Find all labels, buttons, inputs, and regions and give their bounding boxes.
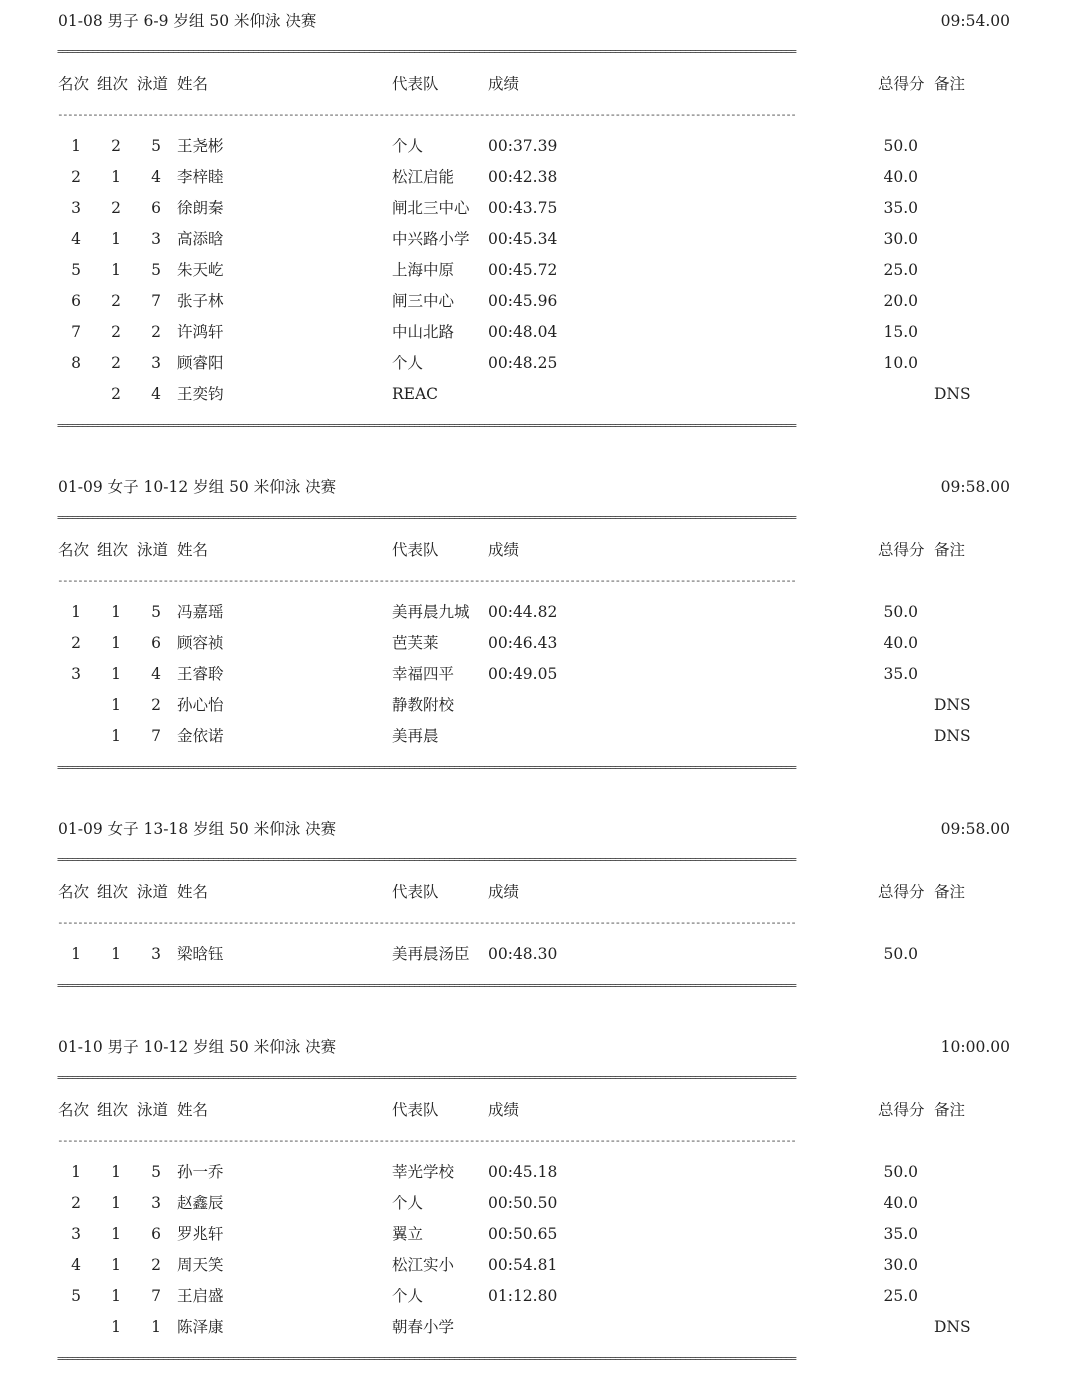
- points-cell: 50.0: [883, 945, 918, 963]
- heat-cell: 2: [111, 292, 121, 310]
- team-name: REAC: [392, 385, 439, 403]
- event-time: 09:58.00: [940, 478, 1010, 496]
- points-cell: 40.0: [883, 1194, 918, 1212]
- single-rule: ---------------------------------------------------------------------------------------------------------------------------------------------------: [57, 109, 796, 120]
- points-cell: 35.0: [883, 1225, 918, 1243]
- swimmer-name: 孙心怡: [177, 696, 224, 714]
- swimmer-name: 金依诺: [177, 727, 224, 745]
- heat-cell: 1: [111, 696, 121, 714]
- result-time: 00:45.96: [488, 292, 558, 310]
- column-header-name: 姓名: [177, 883, 209, 901]
- heat-cell: 1: [111, 1163, 121, 1181]
- points-cell: 25.0: [883, 1287, 918, 1305]
- lane-cell: 2: [151, 1256, 161, 1274]
- column-header-lane: 泳道: [137, 75, 169, 93]
- double-rule: ===================================================================================================================================================: [57, 1353, 796, 1364]
- result-time: 00:45.18: [488, 1163, 558, 1181]
- column-header-remark: 备注: [934, 1101, 966, 1119]
- column-header-name: 姓名: [177, 1101, 209, 1119]
- event-time: 09:58.00: [940, 820, 1010, 838]
- remark-cell: DNS: [934, 727, 971, 745]
- rank-cell: 4: [71, 1256, 81, 1274]
- team-name: 幸福四平: [392, 665, 455, 683]
- points-cell: 35.0: [883, 665, 918, 683]
- rank-cell: 5: [71, 1287, 81, 1305]
- heat-cell: 1: [111, 1287, 121, 1305]
- column-header-name: 姓名: [177, 75, 209, 93]
- column-header-team: 代表队: [392, 1101, 439, 1119]
- result-time: 00:45.72: [488, 261, 558, 279]
- lane-cell: 6: [151, 634, 161, 652]
- heat-cell: 1: [111, 1225, 121, 1243]
- team-name: 美再晨九城: [392, 603, 470, 621]
- heat-cell: 1: [111, 665, 121, 683]
- column-header-result: 成绩: [488, 541, 520, 559]
- team-name: 闸北三中心: [392, 199, 470, 217]
- rank-cell: 2: [71, 634, 81, 652]
- swimmer-name: 王尧彬: [177, 137, 224, 155]
- lane-cell: 7: [151, 1287, 161, 1305]
- lane-cell: 3: [151, 230, 161, 248]
- double-rule: ===================================================================================================================================================: [57, 854, 796, 865]
- column-header-heat: 组次: [97, 541, 129, 559]
- team-name: 松江实小: [392, 1256, 455, 1274]
- heat-cell: 1: [111, 634, 121, 652]
- team-name: 个人: [392, 1194, 424, 1212]
- result-time: 00:49.05: [488, 665, 558, 683]
- lane-cell: 4: [151, 168, 161, 186]
- column-header-team: 代表队: [392, 75, 439, 93]
- column-header-points: 总得分: [878, 883, 925, 901]
- column-header-name: 姓名: [177, 541, 209, 559]
- swimmer-name: 赵鑫辰: [177, 1194, 224, 1212]
- double-rule: ===================================================================================================================================================: [57, 980, 796, 991]
- double-rule: ===================================================================================================================================================: [57, 46, 796, 57]
- column-header-lane: 泳道: [137, 883, 169, 901]
- rank-cell: 1: [71, 603, 81, 621]
- heat-cell: 1: [111, 1318, 121, 1336]
- result-time: 00:48.25: [488, 354, 558, 372]
- heat-cell: 1: [111, 945, 121, 963]
- rank-cell: 1: [71, 945, 81, 963]
- swimmer-name: 许鸿轩: [177, 323, 224, 341]
- heat-cell: 1: [111, 727, 121, 745]
- lane-cell: 2: [151, 323, 161, 341]
- lane-cell: 3: [151, 945, 161, 963]
- lane-cell: 1: [151, 1318, 161, 1336]
- swimmer-name: 朱天屹: [177, 261, 224, 279]
- team-name: 朝春小学: [392, 1318, 455, 1336]
- column-header-heat: 组次: [97, 883, 129, 901]
- heat-cell: 2: [111, 323, 121, 341]
- swimmer-name: 高添晗: [177, 230, 224, 248]
- lane-cell: 6: [151, 199, 161, 217]
- points-cell: 25.0: [883, 261, 918, 279]
- team-name: 松江启能: [392, 168, 455, 186]
- column-header-rank: 名次: [58, 883, 90, 901]
- single-rule: ---------------------------------------------------------------------------------------------------------------------------------------------------: [57, 1135, 796, 1146]
- rank-cell: 4: [71, 230, 81, 248]
- swimmer-name: 李梓睦: [177, 168, 224, 186]
- swimmer-name: 王启盛: [177, 1287, 224, 1305]
- lane-cell: 6: [151, 1225, 161, 1243]
- points-cell: 50.0: [883, 603, 918, 621]
- rank-cell: 1: [71, 137, 81, 155]
- swimmer-name: 梁晗钰: [177, 945, 224, 963]
- lane-cell: 5: [151, 1163, 161, 1181]
- team-name: 个人: [392, 354, 424, 372]
- result-time: 00:37.39: [488, 137, 558, 155]
- swimmer-name: 顾容祯: [177, 634, 224, 652]
- heat-cell: 2: [111, 385, 121, 403]
- rank-cell: 1: [71, 1163, 81, 1181]
- heat-cell: 1: [111, 1194, 121, 1212]
- remark-cell: DNS: [934, 385, 971, 403]
- points-cell: 30.0: [883, 230, 918, 248]
- team-name: 上海中原: [392, 261, 455, 279]
- heat-cell: 1: [111, 261, 121, 279]
- column-header-points: 总得分: [878, 75, 925, 93]
- column-header-result: 成绩: [488, 883, 520, 901]
- double-rule: ===================================================================================================================================================: [57, 420, 796, 431]
- double-rule: ===================================================================================================================================================: [57, 1072, 796, 1083]
- double-rule: ===================================================================================================================================================: [57, 762, 796, 773]
- points-cell: 35.0: [883, 199, 918, 217]
- swimmer-name: 罗兆轩: [177, 1225, 224, 1243]
- event-time: 09:54.00: [940, 12, 1010, 30]
- heat-cell: 2: [111, 137, 121, 155]
- event-title: 01-08 男子 6-9 岁组 50 米仰泳 决赛: [58, 12, 317, 30]
- single-rule: ---------------------------------------------------------------------------------------------------------------------------------------------------: [57, 917, 796, 928]
- column-header-rank: 名次: [58, 75, 90, 93]
- rank-cell: 3: [71, 665, 81, 683]
- remark-cell: DNS: [934, 1318, 971, 1336]
- heat-cell: 1: [111, 603, 121, 621]
- column-header-remark: 备注: [934, 883, 966, 901]
- result-time: 00:54.81: [488, 1256, 558, 1274]
- lane-cell: 3: [151, 354, 161, 372]
- lane-cell: 5: [151, 603, 161, 621]
- result-time: 00:48.30: [488, 945, 558, 963]
- remark-cell: DNS: [934, 696, 971, 714]
- swimmer-name: 孙一乔: [177, 1163, 224, 1181]
- rank-cell: 2: [71, 168, 81, 186]
- team-name: 中兴路小学: [392, 230, 470, 248]
- column-header-lane: 泳道: [137, 1101, 169, 1119]
- event-title: 01-09 女子 13-18 岁组 50 米仰泳 决赛: [58, 820, 337, 838]
- column-header-rank: 名次: [58, 541, 90, 559]
- team-name: 翼立: [392, 1225, 424, 1243]
- team-name: 美再晨: [392, 727, 439, 745]
- points-cell: 50.0: [883, 1163, 918, 1181]
- event-title: 01-10 男子 10-12 岁组 50 米仰泳 决赛: [58, 1038, 337, 1056]
- event-title: 01-09 女子 10-12 岁组 50 米仰泳 决赛: [58, 478, 337, 496]
- team-name: 美再晨汤臣: [392, 945, 470, 963]
- points-cell: 40.0: [883, 168, 918, 186]
- column-header-remark: 备注: [934, 541, 966, 559]
- lane-cell: 4: [151, 385, 161, 403]
- heat-cell: 1: [111, 230, 121, 248]
- swimmer-name: 周天笑: [177, 1256, 224, 1274]
- lane-cell: 3: [151, 1194, 161, 1212]
- single-rule: ---------------------------------------------------------------------------------------------------------------------------------------------------: [57, 575, 796, 586]
- lane-cell: 5: [151, 137, 161, 155]
- team-name: 莘光学校: [392, 1163, 455, 1181]
- column-header-result: 成绩: [488, 75, 520, 93]
- result-time: 00:44.82: [488, 603, 558, 621]
- column-header-lane: 泳道: [137, 541, 169, 559]
- points-cell: 15.0: [883, 323, 918, 341]
- rank-cell: 7: [71, 323, 81, 341]
- swimmer-name: 陈泽康: [177, 1318, 224, 1336]
- column-header-remark: 备注: [934, 75, 966, 93]
- lane-cell: 5: [151, 261, 161, 279]
- column-header-team: 代表队: [392, 883, 439, 901]
- team-name: 闸三中心: [392, 292, 455, 310]
- rank-cell: 8: [71, 354, 81, 372]
- swimmer-name: 顾睿阳: [177, 354, 224, 372]
- lane-cell: 4: [151, 665, 161, 683]
- result-time: 00:46.43: [488, 634, 558, 652]
- rank-cell: 2: [71, 1194, 81, 1212]
- result-time: 01:12.80: [488, 1287, 558, 1305]
- rank-cell: 5: [71, 261, 81, 279]
- column-header-heat: 组次: [97, 1101, 129, 1119]
- column-header-points: 总得分: [878, 1101, 925, 1119]
- lane-cell: 7: [151, 292, 161, 310]
- team-name: 静教附校: [392, 696, 455, 714]
- points-cell: 30.0: [883, 1256, 918, 1274]
- double-rule: ===================================================================================================================================================: [57, 512, 796, 523]
- points-cell: 10.0: [883, 354, 918, 372]
- result-time: 00:45.34: [488, 230, 558, 248]
- swimmer-name: 徐朗秦: [177, 199, 224, 217]
- heat-cell: 2: [111, 199, 121, 217]
- heat-cell: 1: [111, 168, 121, 186]
- event-time: 10:00.00: [940, 1038, 1010, 1056]
- rank-cell: 6: [71, 292, 81, 310]
- heat-cell: 1: [111, 1256, 121, 1274]
- team-name: 个人: [392, 1287, 424, 1305]
- result-time: 00:50.65: [488, 1225, 558, 1243]
- rank-cell: 3: [71, 1225, 81, 1243]
- swimmer-name: 王睿聆: [177, 665, 224, 683]
- team-name: 芭芙莱: [392, 634, 439, 652]
- heat-cell: 2: [111, 354, 121, 372]
- swimmer-name: 张子林: [177, 292, 224, 310]
- result-time: 00:50.50: [488, 1194, 558, 1212]
- team-name: 个人: [392, 137, 424, 155]
- lane-cell: 7: [151, 727, 161, 745]
- lane-cell: 2: [151, 696, 161, 714]
- points-cell: 20.0: [883, 292, 918, 310]
- points-cell: 50.0: [883, 137, 918, 155]
- column-header-points: 总得分: [878, 541, 925, 559]
- swimmer-name: 冯嘉瑶: [177, 603, 224, 621]
- swimmer-name: 王奕钧: [177, 385, 224, 403]
- column-header-team: 代表队: [392, 541, 439, 559]
- result-time: 00:43.75: [488, 199, 558, 217]
- column-header-heat: 组次: [97, 75, 129, 93]
- column-header-rank: 名次: [58, 1101, 90, 1119]
- result-time: 00:48.04: [488, 323, 558, 341]
- column-header-result: 成绩: [488, 1101, 520, 1119]
- points-cell: 40.0: [883, 634, 918, 652]
- rank-cell: 3: [71, 199, 81, 217]
- team-name: 中山北路: [392, 323, 455, 341]
- result-time: 00:42.38: [488, 168, 558, 186]
